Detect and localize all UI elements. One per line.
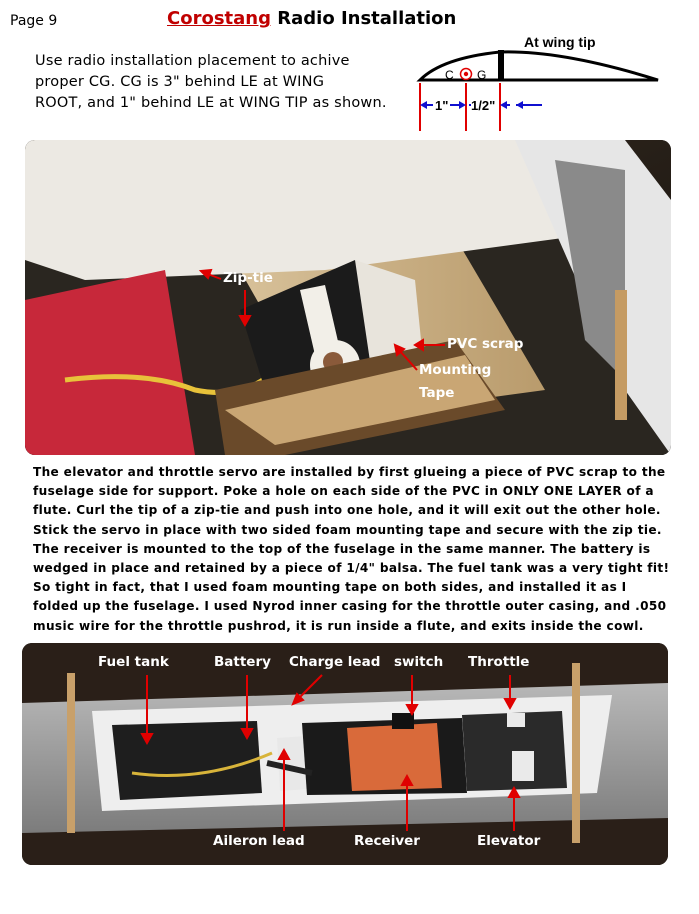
dim-half-in: 1/2" <box>471 98 496 113</box>
red-arrow-icon <box>505 699 515 708</box>
arrowhead-icon <box>500 101 507 109</box>
diagram-title: At wing tip <box>524 34 596 50</box>
red-arrow-icon <box>240 316 250 325</box>
intro-line: Use radio installation placement to achive <box>35 53 350 69</box>
arrowhead-icon <box>516 101 523 109</box>
red-arrow-icon <box>415 340 423 350</box>
red-arrow-icon <box>279 750 289 759</box>
callout-mounting: Mounting <box>419 362 492 378</box>
arrowhead-icon <box>459 101 466 109</box>
callout-tape: Tape <box>419 385 455 401</box>
callout-battery: Battery <box>214 654 271 670</box>
page-number: Page 9 <box>10 13 58 29</box>
fuselage-photo <box>22 643 668 865</box>
airfoil-outline <box>420 52 658 80</box>
red-arrow-icon <box>402 776 412 785</box>
callout-aileron-lead: Aileron lead <box>213 833 305 849</box>
cg-diagram <box>412 30 668 134</box>
callout-receiver: Receiver <box>354 833 420 849</box>
arrowhead-icon <box>420 101 427 109</box>
callout-pvc-scrap: PVC scrap <box>447 336 524 352</box>
red-arrow-icon <box>509 788 519 797</box>
callout-throttle: Throttle <box>468 654 530 670</box>
title-rest: Radio Installation <box>270 8 457 29</box>
cg-target-dot <box>464 72 468 76</box>
cg-letter-c: C <box>445 68 454 82</box>
callout-switch: switch <box>394 654 444 670</box>
photo2-arrows <box>22 643 668 865</box>
callout-charge-lead: Charge lead <box>289 654 381 670</box>
red-arrow-icon <box>407 705 417 714</box>
cg-letter-g: G <box>477 68 487 82</box>
intro-line: proper CG. CG is 3" behind LE at WING <box>35 74 325 90</box>
instructions-paragraph: The elevator and throttle servo are installed by first glueing a piece of PVC scrap to the fuselage side for support. Poke a hole on each side of the PVC in ONLY ONE LAYER of a flute. Curl the tip of a zip-tie and push into one hole, and it will exit out the other hole. Stick the servo in place with two sided foam mounting tape and secure with the zip tie. The receiver is mounted to the top of the fuselage in the same manner. The battery is wedged in place and retained by a piece of 1/4" balsa. The fuel tank was a very tight fit! So tight in fact, that I used foam mounting tape on both sides, and installed it as I folded up the fuselage. I used Nyrod inner casing for the throttle outer casing, and .050 music wire for the throttle pushrod, it is run inside a flute, and exits inside the cowl. <box>33 465 670 633</box>
intro-text <box>35 51 415 114</box>
red-arrow-icon <box>142 734 152 743</box>
callout-fuel-tank: Fuel tank <box>98 654 169 670</box>
dim-1in: 1" <box>435 98 449 113</box>
photo1-arrows <box>25 140 671 455</box>
page-title <box>167 8 456 29</box>
spar <box>498 50 504 81</box>
red-arrow-icon <box>201 270 211 278</box>
red-arrow-icon <box>242 729 252 738</box>
intro-line: ROOT, and 1" behind LE at WING TIP as shown. <box>35 95 387 111</box>
callout-elevator: Elevator <box>477 833 541 849</box>
callout-zip-tie: Zip-tie <box>223 270 273 286</box>
servo-install-photo <box>25 140 671 455</box>
title-brand: Corostang <box>167 8 271 29</box>
